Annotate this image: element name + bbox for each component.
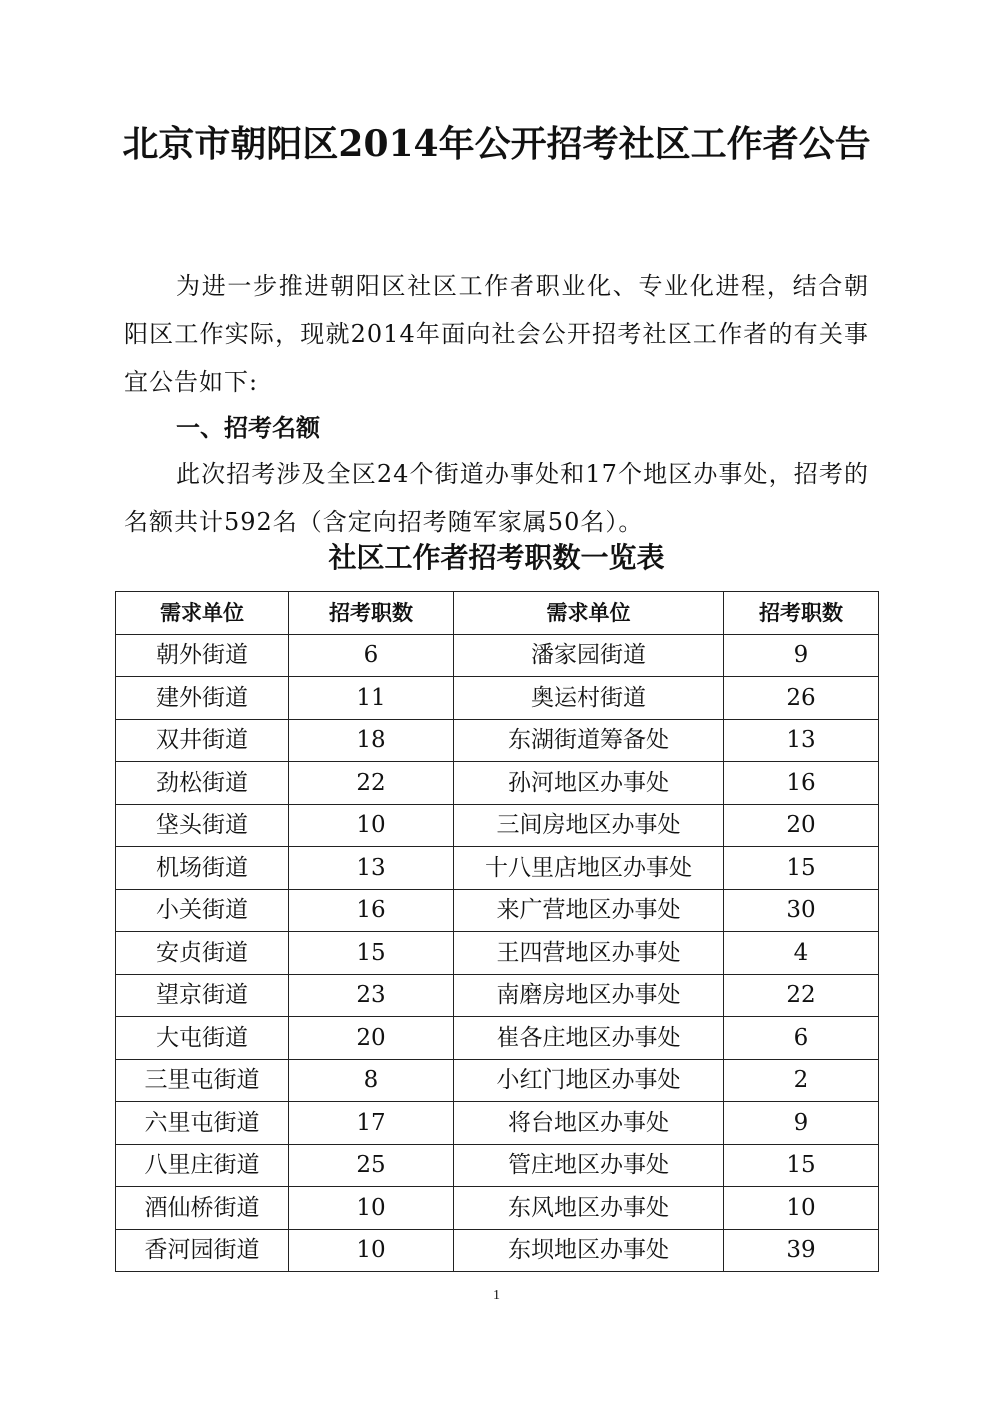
cell-count-right: 4	[724, 932, 879, 975]
cell-unit-left: 垡头街道	[116, 804, 289, 847]
cell-unit-right: 崔各庄地区办事处	[454, 1017, 724, 1060]
cell-count-left: 10	[289, 1229, 454, 1272]
cell-count-right: 15	[724, 1144, 879, 1187]
header-count-left: 招考职数	[289, 592, 454, 635]
table-row	[116, 932, 879, 975]
table-title: 社区工作者招考职数一览表	[328, 541, 665, 574]
cell-count-left: 16	[289, 889, 454, 932]
cell-count-right: 16	[724, 762, 879, 805]
cell-count-left: 10	[289, 1187, 454, 1230]
page-number: 1	[493, 1288, 500, 1303]
cell-count-left: 6	[289, 634, 454, 677]
table-row	[116, 1059, 879, 1102]
cell-count-right: 22	[724, 974, 879, 1017]
cell-count-left: 18	[289, 719, 454, 762]
cell-count-right: 20	[724, 804, 879, 847]
cell-count-left: 25	[289, 1144, 454, 1187]
cell-unit-left: 六里屯街道	[116, 1102, 289, 1145]
cell-unit-right: 管庄地区办事处	[454, 1144, 724, 1187]
cell-count-right: 9	[724, 1102, 879, 1145]
table-row	[116, 889, 879, 932]
cell-unit-right: 王四营地区办事处	[454, 932, 724, 975]
table-row	[116, 974, 879, 1017]
cell-count-left: 8	[289, 1059, 454, 1102]
cell-unit-left: 朝外街道	[116, 634, 289, 677]
cell-unit-right: 孙河地区办事处	[454, 762, 724, 805]
cell-count-right: 10	[724, 1187, 879, 1230]
recruitment-table	[115, 591, 879, 1272]
cell-unit-right: 南磨房地区办事处	[454, 974, 724, 1017]
cell-unit-right: 三间房地区办事处	[454, 804, 724, 847]
table-row	[116, 762, 879, 805]
quota-paragraph: 此次招考涉及全区24个街道办事处和17个地区办事处，招考的名额共计592名（含定向招考随军家属50名）。	[124, 460, 869, 536]
header-unit-right: 需求单位	[454, 592, 724, 635]
cell-count-left: 11	[289, 677, 454, 720]
table-row	[116, 677, 879, 720]
cell-unit-left: 酒仙桥街道	[116, 1187, 289, 1230]
cell-count-right: 26	[724, 677, 879, 720]
table-row	[116, 719, 879, 762]
header-count-right: 招考职数	[724, 592, 879, 635]
cell-count-right: 2	[724, 1059, 879, 1102]
cell-count-left: 22	[289, 762, 454, 805]
cell-count-right: 15	[724, 847, 879, 890]
cell-unit-left: 望京街道	[116, 974, 289, 1017]
cell-count-left: 17	[289, 1102, 454, 1145]
table-row	[116, 804, 879, 847]
cell-unit-left: 劲松街道	[116, 762, 289, 805]
cell-unit-left: 三里屯街道	[116, 1059, 289, 1102]
cell-count-left: 10	[289, 804, 454, 847]
cell-unit-right: 十八里店地区办事处	[454, 847, 724, 890]
cell-count-left: 15	[289, 932, 454, 975]
cell-unit-right: 潘家园街道	[454, 634, 724, 677]
cell-unit-left: 双井街道	[116, 719, 289, 762]
cell-count-right: 30	[724, 889, 879, 932]
cell-unit-right: 奥运村街道	[454, 677, 724, 720]
cell-unit-right: 来广营地区办事处	[454, 889, 724, 932]
table-row	[116, 847, 879, 890]
cell-count-right: 13	[724, 719, 879, 762]
cell-unit-left: 小关街道	[116, 889, 289, 932]
table-header-row	[116, 592, 879, 635]
cell-unit-left: 安贞街道	[116, 932, 289, 975]
table-row	[116, 1102, 879, 1145]
cell-unit-right: 东湖街道筹备处	[454, 719, 724, 762]
header-unit-left: 需求单位	[116, 592, 289, 635]
cell-unit-right: 小红门地区办事处	[454, 1059, 724, 1102]
cell-unit-left: 机场街道	[116, 847, 289, 890]
cell-count-right: 6	[724, 1017, 879, 1060]
table-row	[116, 1144, 879, 1187]
cell-count-left: 13	[289, 847, 454, 890]
table-row	[116, 1229, 879, 1272]
cell-count-left: 20	[289, 1017, 454, 1060]
document-title: 北京市朝阳区2014年公开招考社区工作者公告	[122, 123, 871, 165]
cell-unit-right: 将台地区办事处	[454, 1102, 724, 1145]
cell-unit-right: 东风地区办事处	[454, 1187, 724, 1230]
cell-unit-right: 东坝地区办事处	[454, 1229, 724, 1272]
intro-paragraph: 为进一步推进朝阳区社区工作者职业化、专业化进程，结合朝阳区工作实际，现就2014年面向社会公开招考社区工作者的有关事宜公告如下:	[124, 272, 869, 396]
section-heading-quota: 一、招考名额	[176, 414, 320, 442]
cell-unit-left: 大屯街道	[116, 1017, 289, 1060]
cell-count-right: 9	[724, 634, 879, 677]
table-row	[116, 1017, 879, 1060]
table-row	[116, 1187, 879, 1230]
cell-count-left: 23	[289, 974, 454, 1017]
cell-unit-left: 八里庄街道	[116, 1144, 289, 1187]
table-body	[116, 634, 879, 1272]
table-row	[116, 634, 879, 677]
cell-count-right: 39	[724, 1229, 879, 1272]
cell-unit-left: 建外街道	[116, 677, 289, 720]
cell-unit-left: 香河园街道	[116, 1229, 289, 1272]
